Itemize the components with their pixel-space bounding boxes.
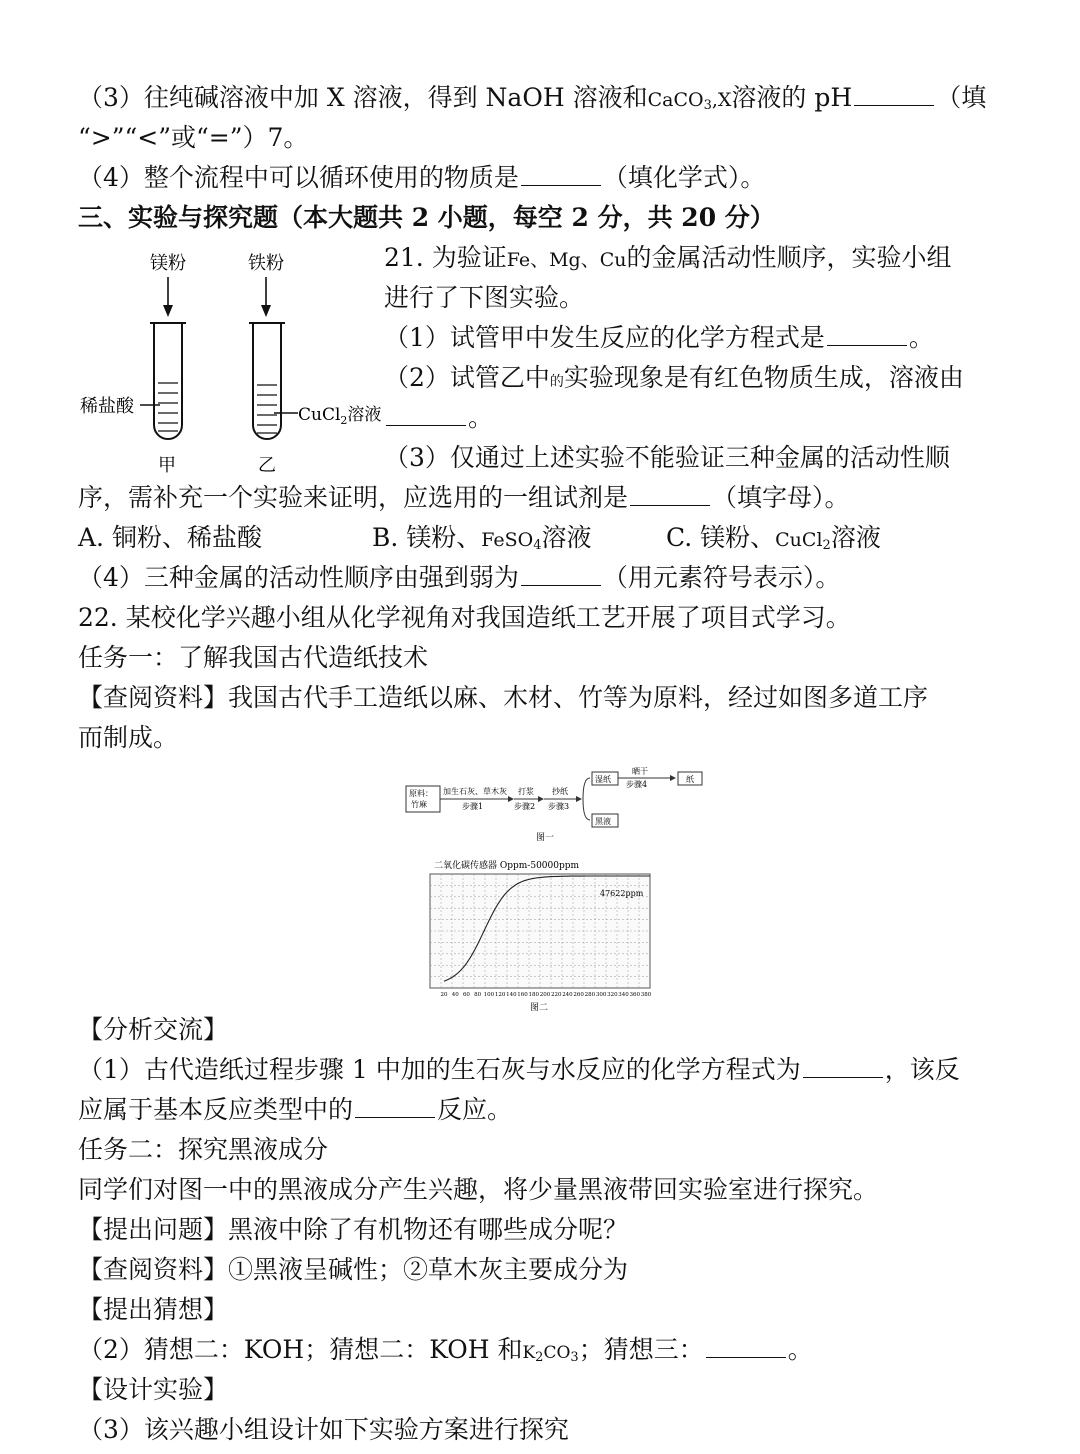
x-tick-label: 20 — [440, 992, 448, 998]
x-tick-label: 240 — [562, 992, 573, 998]
x-tick-label: 180 — [528, 992, 540, 998]
test-tube-figure — [78, 245, 388, 480]
task2-intro: 同学们对图一中的黑液成分产生兴趣，将少量黑液带回实验室进行探究。 — [78, 1175, 879, 1204]
arrow-down-icon — [163, 305, 173, 317]
design-heading: 【设计实验】 — [78, 1375, 229, 1404]
x-tick-label: 320 — [607, 992, 618, 998]
x-tick-label: 280 — [584, 992, 596, 998]
section3-title: 三、实验与探究题（本大题共 2 小题，每空 2 分，共 20 分） — [78, 203, 775, 232]
q20-part3-line2: “>”“<”或“=”）7。 — [78, 123, 309, 152]
q21-part2-line1: （2）试管乙中的实验现象是有红色物质生成，溶液由 — [384, 363, 964, 392]
q21-intro-line1: 21. 为验证Fe、Mg、Cu的金属活动性顺序，实验小组 — [384, 243, 952, 272]
svg-text:步骤1: 步骤1 — [462, 802, 484, 811]
mg-powder-label: 镁粉 — [150, 253, 186, 274]
x-tick-label: 160 — [517, 992, 528, 998]
x-tick-label: 100 — [483, 992, 495, 998]
svg-text:步骤4: 步骤4 — [626, 780, 648, 789]
answer-blank[interactable] — [630, 485, 710, 506]
x-tick-label: 140 — [506, 992, 517, 998]
caco3-formula: CaCO$_3$,X — [647, 89, 732, 113]
x-tick-label: 60 — [462, 992, 470, 998]
q21-options — [78, 521, 1010, 563]
option-a[interactable]: A. 铜粉、稀盐酸 — [78, 523, 262, 552]
x-tick-label: 120 — [494, 992, 506, 998]
answer-blank[interactable] — [827, 325, 907, 346]
hypothesis-part2: （2）猜想二：KOH；猜想二：KOH 和$K_2CO_3$；猜想三： 。 — [78, 1335, 813, 1365]
svg-text:步骤3: 步骤3 — [548, 802, 570, 811]
svg-text:湿纸: 湿纸 — [595, 775, 611, 784]
option-b[interactable]: B. 镁粉、FeSO$_4$溶液 — [372, 523, 592, 553]
tube-a-label: 甲 — [158, 455, 176, 476]
x-tick-label: 220 — [550, 992, 562, 998]
fe-powder-label: 铁粉 — [248, 253, 284, 274]
x-tick-label: 360 — [629, 992, 641, 998]
q21-part3-line1: （3）仅通过上述实验不能验证三种金属的活动性顺 — [384, 443, 950, 472]
svg-text:竹麻: 竹麻 — [411, 800, 427, 809]
q22-intro: 22. 某校化学兴趣小组从化学视角对我国造纸工艺开展了项目式学习。 — [78, 603, 851, 632]
tube-b-label: 乙 — [258, 455, 276, 476]
x-tick-label: 300 — [595, 992, 607, 998]
answer-blank[interactable] — [803, 1057, 883, 1078]
svg-text:黑液: 黑液 — [595, 817, 611, 826]
svg-text:图一: 图一 — [536, 833, 555, 843]
reference1-line1: 【查阅资料】我国古代手工造纸以麻、木材、竹等为原料，经过如图多道工序 — [78, 683, 929, 712]
co2-reading: 47622ppm — [600, 889, 644, 898]
design-part3: （3）该兴趣小组设计如下实验方案进行探究 — [78, 1415, 569, 1444]
svg-text:打浆: 打浆 — [518, 787, 534, 796]
answer-blank[interactable] — [706, 1337, 786, 1358]
task1-title: 任务一：了解我国古代造纸技术 — [78, 643, 429, 672]
svg-text:纸: 纸 — [686, 775, 694, 784]
x-tick-label: 80 — [474, 992, 482, 998]
reference2: 【查阅资料】①黑液呈碱性；②草木灰主要成分为 — [78, 1255, 629, 1284]
x-tick-label: 200 — [539, 992, 551, 998]
svg-text:抄纸: 抄纸 — [552, 787, 568, 796]
svg-text:原料：: 原料： — [409, 789, 433, 798]
test-tube-a — [150, 323, 186, 439]
test-tube-b — [249, 323, 285, 439]
x-tick-label: 260 — [573, 992, 584, 998]
svg-text:步骤2: 步骤2 — [514, 802, 536, 811]
option-c[interactable]: C. 镁粉、CuCl$_2$溶液 — [666, 523, 881, 553]
q21-intro-line2: 进行了下图实验。 — [384, 283, 585, 312]
task2-title: 任务二：探究黑液成分 — [78, 1135, 329, 1164]
answer-blank[interactable] — [854, 85, 934, 106]
answer-blank[interactable] — [386, 405, 466, 426]
svg-text:加生石灰、草木灰: 加生石灰、草木灰 — [443, 787, 507, 796]
question-heading: 【提出问题】黑液中除了有机物还有哪些成分呢？ — [78, 1215, 629, 1244]
answer-blank[interactable] — [521, 565, 601, 586]
analysis-part1-line1: （1）古代造纸过程步骤 1 中加的生石灰与水反应的化学方程式为 ，该反 — [78, 1055, 960, 1084]
analysis-part1-line2: 应属于基本反应类型中的 反应。 — [78, 1095, 513, 1124]
q20-part4: （4）整个流程中可以循环使用的物质是 （填化学式）。 — [78, 163, 766, 192]
reference1-line2: 而制成。 — [78, 723, 179, 752]
co2-sensor-chart — [424, 856, 656, 1014]
svg-text:晒干: 晒干 — [632, 767, 648, 776]
q21-part1: （1）试管甲中发生反应的化学方程式是 。 — [384, 323, 934, 352]
q21-part2-line2: 。 — [384, 401, 1010, 435]
answer-blank[interactable] — [521, 165, 601, 186]
papermaking-flowchart — [400, 767, 720, 844]
hypothesis-heading: 【提出猜想】 — [78, 1295, 229, 1324]
x-tick-label: 380 — [640, 992, 652, 998]
q21-part4: （4）三种金属的活动性顺序由强到弱为 （用元素符号表示）。 — [78, 563, 841, 592]
arrow-down-icon — [261, 305, 271, 317]
chart-caption: 图二 — [530, 1003, 549, 1013]
cucl2-solution-label: CuCl$_2$溶液 — [298, 405, 382, 427]
hcl-label: 稀盐酸 — [80, 396, 134, 417]
q21-part3-line2: 序，需补充一个实验来证明，应选用的一组试剂是 （填字母）。 — [78, 483, 850, 512]
x-tick-label: 40 — [451, 992, 459, 998]
chart-title: 二氧化碳传感器 Oppm-50000ppm — [434, 861, 580, 871]
answer-blank[interactable] — [355, 1097, 435, 1118]
q20-part3-line1: （3）往纯碱溶液中加 X 溶液，得到 NaOH 溶液和CaCO$_3$,X溶液的 pH （填 — [78, 83, 987, 113]
x-tick-label: 340 — [618, 992, 629, 998]
analysis-heading: 【分析交流】 — [78, 1015, 229, 1044]
